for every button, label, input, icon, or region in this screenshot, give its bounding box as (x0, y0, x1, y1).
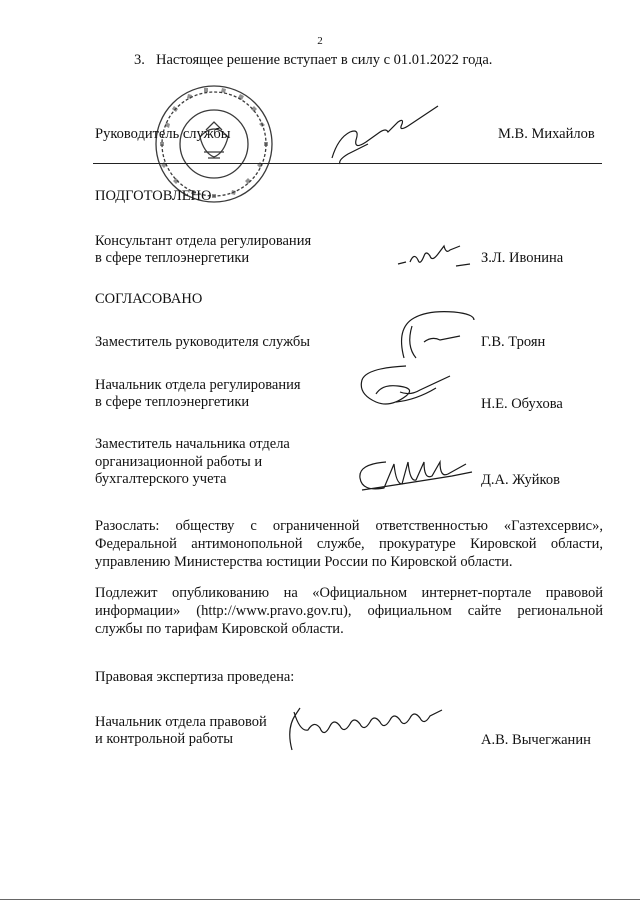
legal-signature (274, 704, 464, 752)
bottom-edge-line (0, 899, 640, 900)
prepared-heading: ПОДГОТОВЛЕНО (95, 188, 212, 204)
signer-3-title-line2: организационной работы и (95, 454, 263, 470)
signer-3-title-line1: Заместитель начальника отдела (95, 436, 290, 452)
prepared-title-line1: Консультант отдела регулирования (95, 233, 312, 249)
legal-title-line1: Начальник отдела правовой (95, 714, 267, 730)
signer-2-name: Н.Е. Обухова (481, 396, 563, 412)
prepared-title-line2: в сфере теплоэнергетики (95, 250, 250, 266)
item-text: Настоящее решение вступает в силу с 01.01.2022 года. (156, 52, 493, 68)
signer-1-signature (390, 306, 480, 362)
head-title: Руководитель службы (95, 126, 231, 142)
prepared-name: З.Л. Ивонина (481, 250, 564, 266)
distribution-text: Разослать: обществу с ограниченной ответственностью «Газтехсервис», Федеральной антимонопольной службе, прокуратуре Кировской области, управлению Министерства юстиции России по Кировской области. (95, 518, 603, 570)
signer-3-signature (356, 456, 480, 496)
legal-name: А.В. Вычегжанин (481, 732, 591, 748)
signer-2-title-line1: Начальник отдела регулирования (95, 377, 301, 393)
signer-2-title-line2: в сфере теплоэнергетики (95, 394, 250, 410)
signer-3-title-line3: бухгалтерского учета (95, 471, 227, 487)
divider-line (93, 163, 602, 164)
signer-1-name: Г.В. Троян (481, 334, 546, 350)
signer-1-title: Заместитель руководителя службы (95, 334, 311, 350)
signer-3-name: Д.А. Жуйков (481, 472, 560, 488)
signer-2-signature (356, 362, 456, 414)
agreed-heading: СОГЛАСОВАНО (95, 291, 203, 307)
head-signature (328, 100, 448, 164)
publication-text: Подлежит опубликованию на «Официальном интернет-портале правовой информации» (http://www.pravo.gov.ru), официальном сайте региональной службы по тарифам Кировской области. (95, 585, 603, 637)
item-number: 3. (134, 52, 145, 68)
legal-title-line2: и контрольной работы (95, 731, 233, 747)
head-name: М.В. Михайлов (498, 126, 595, 142)
prepared-signature (396, 244, 476, 270)
legal-review-statement: Правовая экспертиза проведена: (95, 669, 295, 685)
page-number: 2 (317, 35, 323, 47)
